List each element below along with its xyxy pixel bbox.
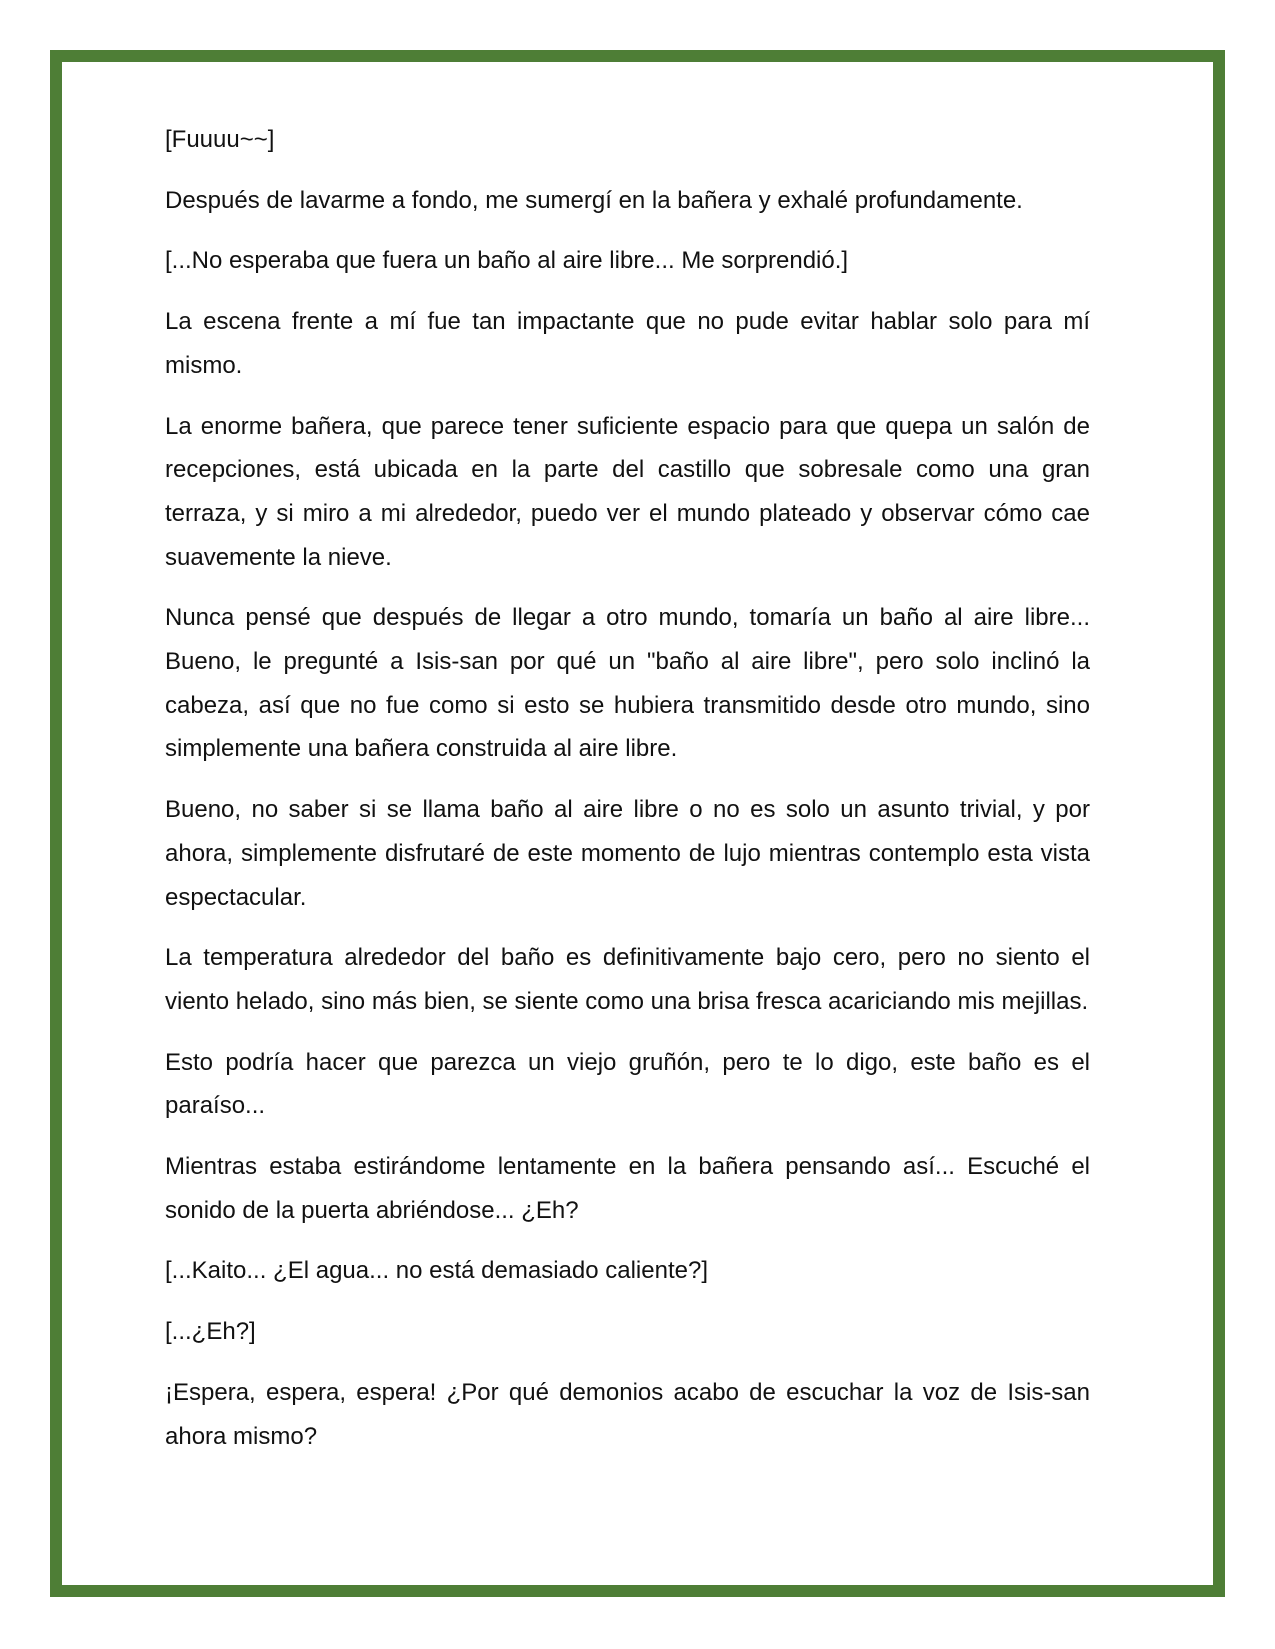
paragraph: Esto podría hacer que parezca un viejo gruñón, pero te lo digo, este baño es el paraíso...	[165, 1048, 1090, 1120]
paragraph: La enorme bañera, que parece tener suficiente espacio para que quepa un salón de recepciones, está ubicada en la parte del castillo que sobresale como una gran terraza, y si miro a mi alrededor, puedo ver el mundo plateado y observar cómo cae suavemente la nieve.	[165, 412, 1090, 571]
document-body	[165, 118, 1090, 1475]
paragraph: [...¿Eh?]	[165, 1318, 256, 1346]
paragraph: [...No esperaba que fuera un baño al aire libre... Me sorprendió.]	[165, 247, 849, 275]
paragraph: Nunca pensé que después de llegar a otro mundo, tomaría un baño al aire libre... Bueno, le pregunté a Isis-san por qué un "baño al aire libre", pero solo inclinó la cabeza, así que no fue como si esto se hubiera transmitido desde otro mundo, sino simplemente una bañera construida al aire libre.	[165, 604, 1090, 763]
paragraph: La escena frente a mí fue tan impactante que no pude evitar hablar solo para mí mismo.	[165, 308, 1090, 379]
paragraph: ¡Espera, espera, espera! ¿Por qué demonios acabo de escuchar la voz de Isis-san ahora mismo?	[165, 1378, 1090, 1450]
paragraph: [...Kaito... ¿El agua... no está demasiado caliente?]	[165, 1257, 708, 1285]
paragraph: [Fuuuu~~]	[165, 126, 275, 153]
paragraph: Después de lavarme a fondo, me sumergí en la bañera y exhalé profundamente.	[165, 186, 1023, 214]
paragraph: Bueno, no saber si se llama baño al aire libre o no es solo un asunto trivial, y por ahora, simplemente disfrutaré de este momento de lujo mientras contemplo esta vista espectacular.	[165, 796, 1090, 911]
paragraph: La temperatura alrededor del baño es definitivamente bajo cero, pero no siento el viento helado, sino más bien, se siente como una brisa fresca acariciando mis mejillas.	[165, 944, 1090, 1015]
paragraph: Mientras estaba estirándome lentamente en la bañera pensando así... Escuché el sonido de la puerta abriéndose... ¿Eh?	[165, 1153, 1090, 1224]
